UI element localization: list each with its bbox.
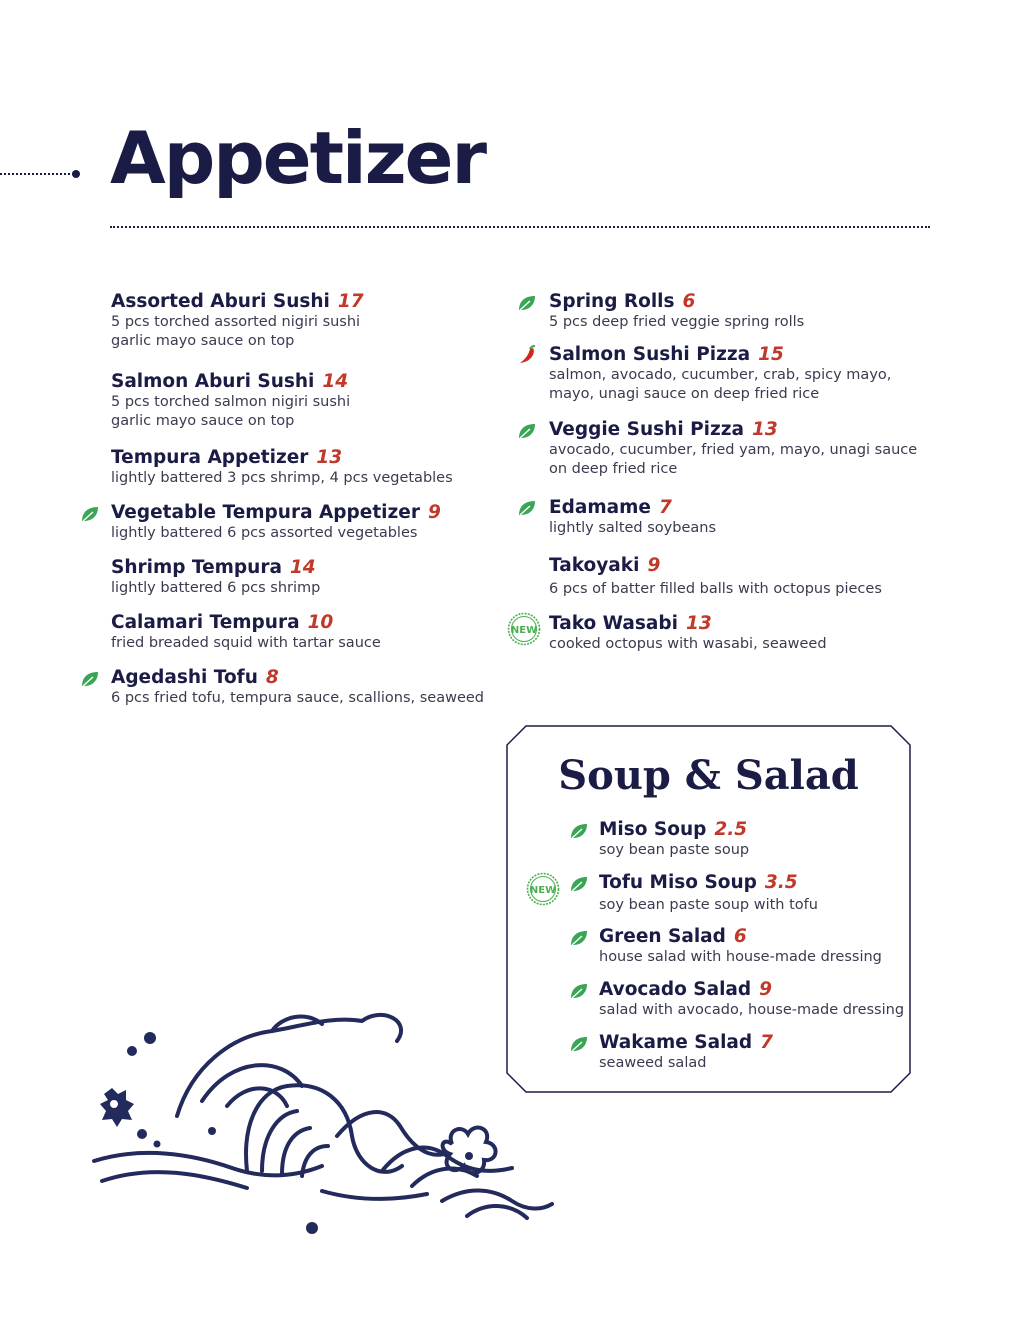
item-price: 7 <box>760 1032 774 1053</box>
menu-item-tako-wasabi <box>549 613 827 654</box>
menu-item-spring-rolls <box>549 291 804 332</box>
vegetarian-leaf-icon <box>80 669 100 689</box>
menu-item-tempura-appetizer <box>111 447 453 488</box>
item-description: soy bean paste soup <box>599 842 750 858</box>
item-price: 10 <box>307 612 334 633</box>
item-name: Tempura Appetizer <box>111 447 309 468</box>
item-description: garlic mayo sauce on top <box>111 413 295 429</box>
item-description: 5 pcs torched assorted nigiri sushi <box>111 314 361 330</box>
vegetarian-leaf-icon <box>569 874 589 894</box>
item-description: garlic mayo sauce on top <box>111 333 295 349</box>
vegetarian-leaf-icon <box>517 293 537 313</box>
item-description: house salad with house-made dressing <box>599 949 882 965</box>
item-name: Vegetable Tempura Appetizer <box>111 502 420 523</box>
menu-item-tofu-miso-soup <box>599 872 818 915</box>
vegetarian-leaf-icon <box>517 498 537 518</box>
menu-item-salmon-aburi-sushi <box>111 371 350 431</box>
item-name: Miso Soup <box>599 819 707 840</box>
vegetarian-leaf-icon <box>569 981 589 1001</box>
item-name: Calamari Tempura <box>111 612 300 633</box>
vegetarian-leaf-icon <box>80 504 100 524</box>
item-description: cooked octopus with wasabi, seaweed <box>549 636 827 652</box>
item-description: mayo, unagi sauce on deep fried rice <box>549 386 820 402</box>
item-price: 9 <box>427 502 441 523</box>
vegetarian-leaf-icon <box>569 928 589 948</box>
item-name: Salmon Aburi Sushi <box>111 371 315 392</box>
item-price: 14 <box>289 557 316 578</box>
item-description: soy bean paste soup with tofu <box>599 897 818 913</box>
leader-dotted-line <box>0 173 74 175</box>
item-description: seaweed salad <box>599 1055 707 1071</box>
vegetarian-leaf-icon <box>569 1034 589 1054</box>
item-name: Spring Rolls <box>549 291 675 312</box>
menu-item-miso-soup <box>599 819 749 860</box>
item-name: Avocado Salad <box>599 979 752 1000</box>
item-description: fried breaded squid with tartar sauce <box>111 635 381 651</box>
item-price: 15 <box>758 344 784 365</box>
new-badge-icon <box>526 872 560 906</box>
dotted-divider <box>110 226 930 228</box>
item-price: 2.5 <box>714 819 748 840</box>
item-price: 13 <box>752 419 778 440</box>
item-price: 6 <box>733 926 747 947</box>
menu-item-veggie-sushi-pizza <box>549 419 917 479</box>
item-name: Agedashi Tofu <box>111 667 258 688</box>
menu-item-green-salad <box>599 926 882 967</box>
item-name: Shrimp Tempura <box>111 557 282 578</box>
item-description: lightly battered 3 pcs shrimp, 4 pcs vegetables <box>111 470 453 486</box>
menu-item-agedashi-tofu <box>111 667 484 708</box>
item-price: 9 <box>647 555 661 576</box>
menu-item-edamame <box>549 497 716 538</box>
item-description: lightly salted soybeans <box>549 520 717 536</box>
menu-item-salmon-sushi-pizza <box>549 344 891 404</box>
item-description: 6 pcs fried tofu, tempura sauce, scallions, seaweed <box>111 690 484 706</box>
item-name: Takoyaki <box>549 555 640 576</box>
menu-item-assorted-aburi-sushi <box>111 291 364 351</box>
item-name: Salmon Sushi Pizza <box>549 344 751 365</box>
item-price: 13 <box>686 613 712 634</box>
item-description: on deep fried rice <box>549 461 678 477</box>
vegetarian-leaf-icon <box>569 821 589 841</box>
section-title-soup-salad: Soup & Salad <box>558 752 859 799</box>
item-name: Assorted Aburi Sushi <box>111 291 330 312</box>
spicy-chili-icon <box>516 344 538 366</box>
item-name: Wakame Salad <box>599 1032 753 1053</box>
menu-item-shrimp-tempura <box>111 557 320 598</box>
item-description: 6 pcs of batter filled balls with octopus pieces <box>549 581 882 597</box>
item-description: salad with avocado, house-made dressing <box>599 1002 905 1018</box>
item-name: Veggie Sushi Pizza <box>549 419 745 440</box>
item-price: 8 <box>265 667 279 688</box>
menu-item-calamari-tempura <box>111 612 381 653</box>
item-description: avocado, cucumber, fried yam, mayo, unagi sauce <box>549 442 918 458</box>
menu-item-avocado-salad <box>599 979 904 1020</box>
item-description: lightly battered 6 pcs shrimp <box>111 580 321 596</box>
item-name: Tako Wasabi <box>549 613 678 634</box>
item-description: salmon, avocado, cucumber, crab, spicy mayo, <box>549 367 892 383</box>
menu-item-wakame-salad <box>599 1032 773 1073</box>
item-price: 7 <box>658 497 672 518</box>
leader-dot <box>72 170 80 178</box>
new-badge-text: NEW <box>510 625 538 636</box>
menu-item-vegetable-tempura-appetizer <box>111 502 441 543</box>
item-price: 3.5 <box>764 872 798 893</box>
new-badge-icon <box>507 612 541 646</box>
new-badge-text: NEW <box>529 885 557 896</box>
menu-item-takoyaki <box>549 555 882 599</box>
vegetarian-leaf-icon <box>517 421 537 441</box>
item-description: 5 pcs deep fried veggie spring rolls <box>549 314 805 330</box>
item-description: 5 pcs torched salmon nigiri sushi <box>111 394 351 410</box>
item-name: Green Salad <box>599 926 726 947</box>
item-price: 9 <box>759 979 773 1000</box>
wave-illustration <box>82 996 564 1246</box>
item-price: 6 <box>682 291 696 312</box>
item-description: lightly battered 6 pcs assorted vegetables <box>111 525 418 541</box>
section-title-appetizer: Appetizer <box>110 116 485 200</box>
item-name: Tofu Miso Soup <box>599 872 757 893</box>
item-price: 14 <box>322 371 349 392</box>
item-name: Edamame <box>549 497 651 518</box>
item-price: 13 <box>316 447 343 468</box>
item-price: 17 <box>337 291 364 312</box>
